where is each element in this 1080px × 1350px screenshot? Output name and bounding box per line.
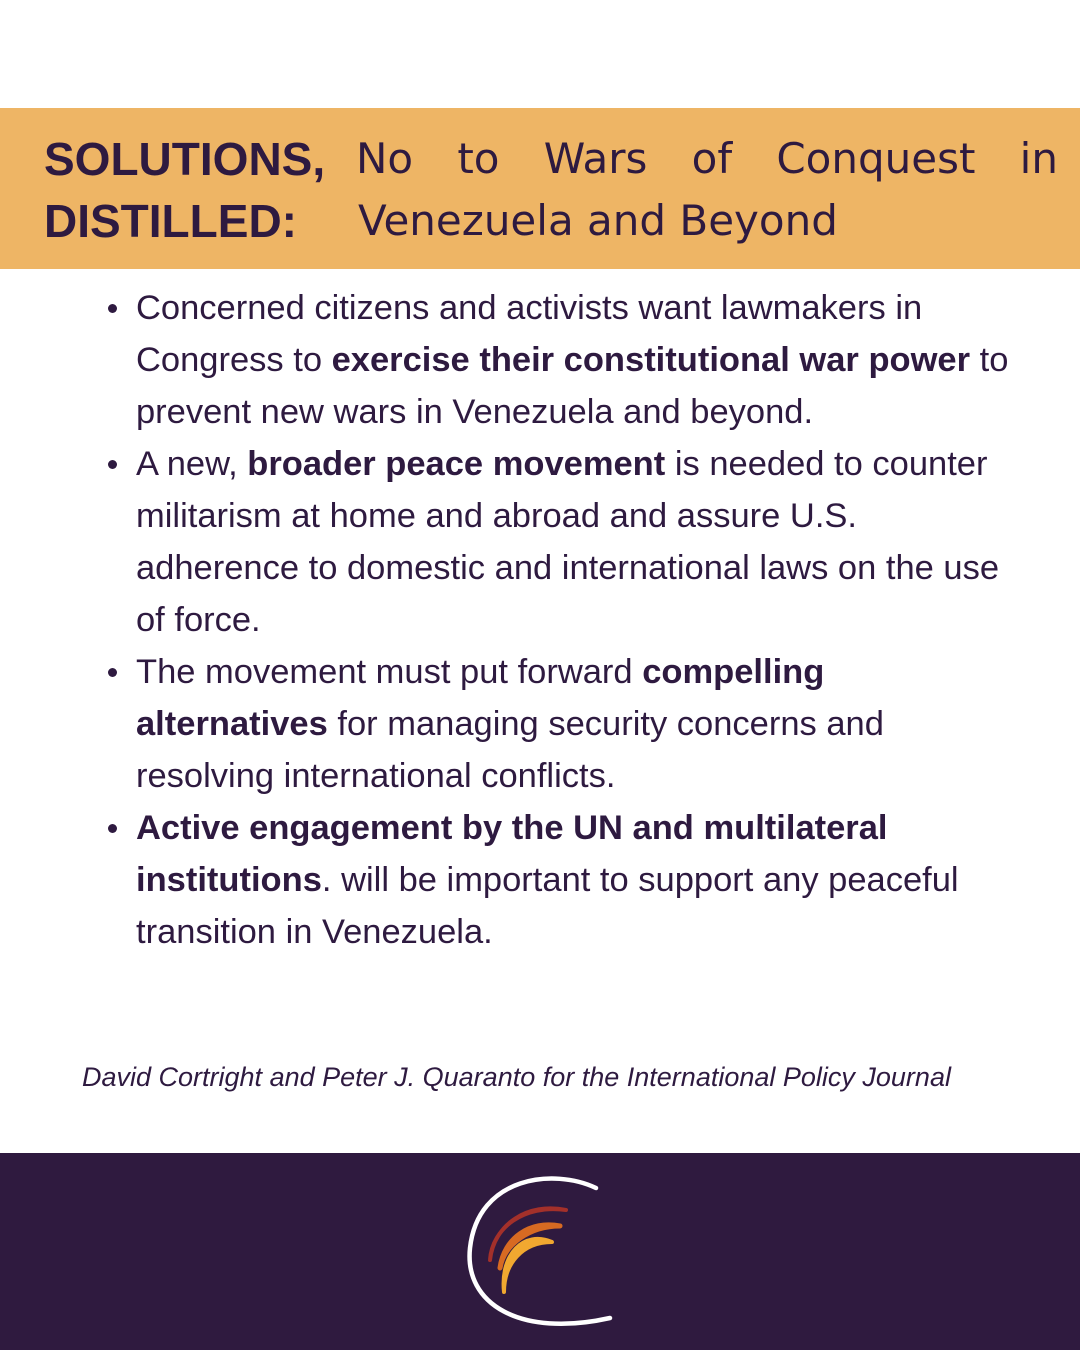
bullet-text: A new, — [136, 445, 248, 483]
headline — [356, 128, 1058, 252]
bullet-text: for managing security concerns and resolving international conflicts. — [136, 705, 884, 795]
bullet-text: The movement must put forward — [136, 653, 643, 691]
bullet-item — [104, 646, 1024, 802]
series-label-line1: SOLUTIONS, — [44, 133, 326, 185]
series-label-line2: DISTILLED: — [44, 195, 297, 247]
headline-line2: Venezuela and Beyond — [358, 196, 838, 245]
headline-word: Conquest — [776, 134, 976, 183]
bullet-list — [104, 282, 1024, 958]
headline-word: in — [1019, 134, 1058, 183]
crescent-arcs-logo-icon — [460, 1168, 620, 1332]
bullet-emphasis-text: exercise their constitutional war power — [331, 341, 971, 379]
series-label — [44, 128, 325, 252]
bullet-text: . will be important to support any peaceful transition in Venezuela. — [136, 861, 959, 951]
bullet-text: is needed to counter militarism at home and abroad and assure U.S. adherence to domestic and international laws on the use of force. — [136, 445, 1000, 639]
bullet-emphasis-text: Active engagement by the UN and multilateral institutions — [136, 809, 888, 899]
bullet-dot-icon — [108, 824, 117, 833]
bullet-dot-icon — [108, 460, 117, 469]
headline-line1 — [356, 128, 1058, 190]
bullet-text: Concerned citizens and activists want lawmakers in Congress to — [136, 289, 923, 379]
bullet-item — [104, 802, 1024, 958]
bullet-item — [104, 282, 1024, 438]
bullet-emphasis-text: broader peace movement — [247, 445, 666, 483]
headline-word: to — [457, 134, 500, 183]
headline-word: Wars — [543, 134, 648, 183]
headline-word: No — [356, 134, 414, 183]
bullet-text: to prevent new wars in Venezuela and beyond. — [136, 341, 1009, 431]
bullet-item — [104, 438, 1024, 646]
bullet-dot-icon — [108, 668, 117, 677]
attribution: David Cortright and Peter J. Quaranto for the International Policy Journal — [82, 1062, 951, 1092]
bullet-emphasis-text: compelling alternatives — [136, 653, 825, 743]
headline-word: of — [691, 134, 733, 183]
bullet-dot-icon — [108, 304, 117, 313]
